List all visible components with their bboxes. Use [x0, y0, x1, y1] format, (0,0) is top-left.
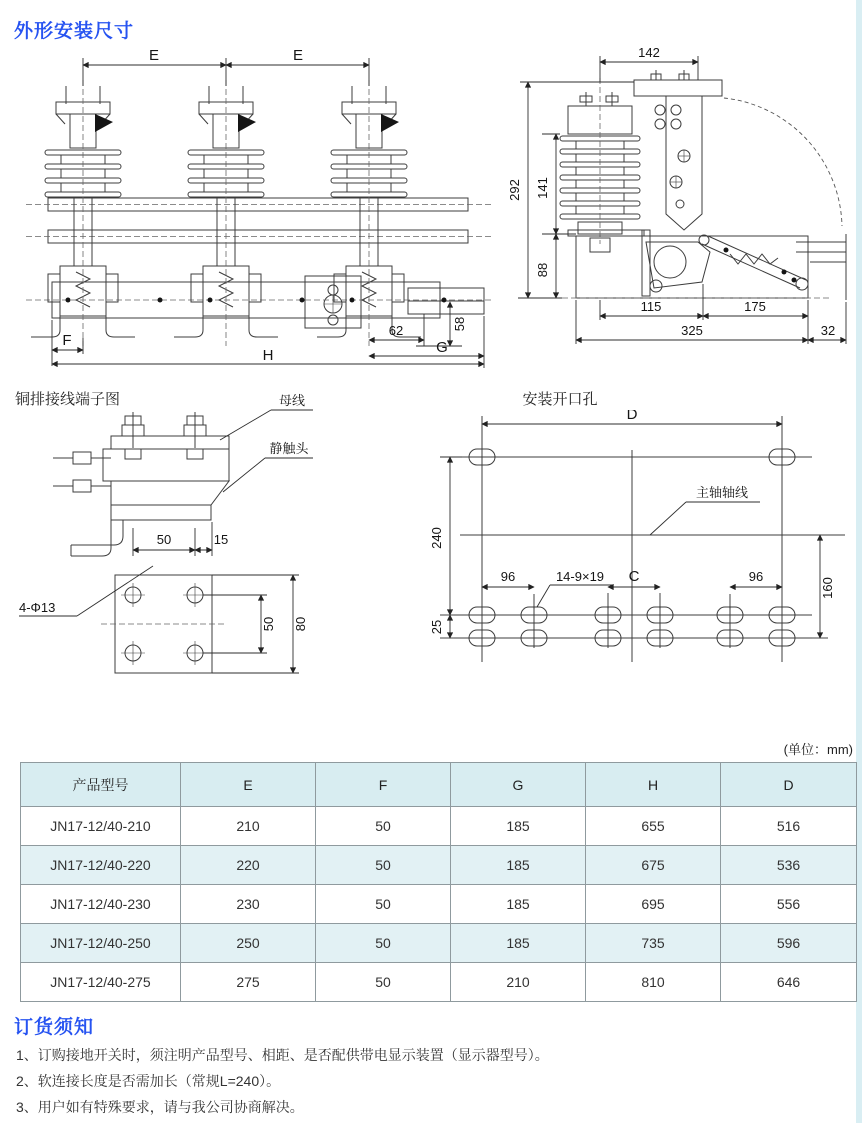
col-header-model: 产品型号: [21, 763, 181, 807]
dim-label-f: F: [62, 332, 72, 349]
static-contact-callout: [223, 441, 313, 492]
dim-h: [52, 347, 484, 364]
busbar-callout: [220, 393, 313, 440]
col-header-h: H: [586, 763, 721, 807]
model-cell: JN17-12/40-250: [21, 924, 181, 963]
dim-label-141: 141: [535, 177, 550, 199]
table-header-row: [21, 763, 857, 807]
dim-label-e-right: E: [292, 50, 304, 64]
dim-label-80: 80: [293, 616, 308, 632]
col-header-e: E: [181, 763, 316, 807]
dim-160: [812, 535, 835, 638]
dim-label-175: 175: [744, 299, 766, 314]
unit-label: (单位：mm): [783, 742, 853, 757]
dim-292: [507, 82, 634, 298]
dim-142: [600, 48, 698, 82]
pole-assembly: [174, 80, 278, 346]
axis-callout: [460, 485, 845, 535]
side-view-svg: [498, 48, 867, 372]
terminal-bracket: [53, 412, 229, 556]
dim-80: [212, 575, 308, 673]
mounting-grid: [452, 416, 812, 662]
dim-label-50-top: 50: [156, 532, 172, 547]
mounting-drawing: [420, 388, 865, 678]
notes-list: [16, 1042, 836, 1120]
table-row: JN17-12/40-230 230 50 185 695 556: [21, 885, 857, 924]
dim-c: [608, 568, 660, 609]
bus-rails: [26, 198, 492, 243]
terminal-plate: [101, 575, 227, 673]
side-view-drawing: [498, 48, 867, 377]
slot-label: 14-9×19: [555, 569, 605, 584]
dim-label-142: 142: [638, 48, 660, 60]
dim-label-25: 25: [429, 619, 444, 635]
model-cell: JN17-12/40-210: [21, 807, 181, 846]
mounting-title: 安装开口孔: [522, 391, 598, 408]
notes-title: 订货须知: [14, 1017, 95, 1038]
pole-assembly: [31, 80, 135, 346]
dim-f: [52, 320, 83, 366]
dim-62: [369, 314, 424, 346]
front-view-svg: [18, 50, 500, 372]
front-view-drawing: [18, 50, 500, 377]
dim-240-25: [429, 457, 462, 638]
note-item-1: 1、订购接地开关时，须注明产品型号、相距、是否配供带电显示装置（显示器型号）。: [16, 1047, 549, 1063]
terminal-title: 铜排接线端子图: [15, 391, 121, 408]
table-row: JN17-12/40-210 210 50 185 655 516: [21, 807, 857, 846]
side-mechanism: [634, 70, 842, 230]
model-cell: JN17-12/40-230: [21, 885, 181, 924]
dim-label-15: 15: [213, 532, 229, 547]
dim-label-96-right: 96: [748, 569, 764, 584]
dim-label-e-left: E: [148, 50, 160, 64]
dim-label-c: C: [628, 568, 640, 585]
dim-label-115: 115: [640, 299, 662, 314]
table-row: JN17-12/40-220 220 50 185 675 536: [21, 846, 857, 885]
dim-label-h: H: [262, 347, 274, 364]
static-contact-label: 静触头: [269, 441, 309, 456]
col-header-f: F: [316, 763, 451, 807]
dim-96-left: [482, 569, 534, 609]
col-header-d: D: [721, 763, 857, 807]
dim-325-32: [576, 300, 846, 344]
table-row: JN17-12/40-275 275 50 210 810 646: [21, 963, 857, 1002]
note-item-2: 2、软连接长度是否需加长（常规L=240）。: [16, 1073, 281, 1089]
dim-label-325: 325: [681, 323, 703, 338]
side-insulator: [560, 78, 640, 252]
dim-label-292: 292: [507, 179, 522, 201]
col-header-g: G: [451, 763, 586, 807]
terminal-drawing: [15, 388, 315, 736]
holes-label: 4-Φ13: [19, 600, 56, 615]
terminal-svg: [15, 388, 315, 736]
model-cell: JN17-12/40-220: [21, 846, 181, 885]
slot-callout: [537, 569, 612, 607]
note-item-3: 3、用户如有特殊要求，请与我公司协商解决。: [16, 1099, 304, 1115]
dim-label-160: 160: [820, 577, 835, 599]
dim-label-d: D: [626, 410, 638, 423]
side-base: [562, 230, 846, 300]
mounting-svg: [420, 410, 865, 678]
dim-label-88: 88: [535, 262, 550, 278]
model-cell: JN17-12/40-275: [21, 963, 181, 1002]
dimension-table: [20, 762, 857, 1002]
dim-label-240: 240: [429, 527, 444, 549]
dim-label-32: 32: [820, 323, 836, 338]
dim-label-g: G: [436, 339, 448, 356]
dim-d: [482, 410, 782, 424]
dim-e-spacing: [83, 50, 369, 86]
busbar-label: 母线: [278, 393, 306, 408]
dim-96-right: [730, 569, 782, 609]
dim-label-58: 58: [452, 316, 467, 332]
dim-115-175: [600, 284, 808, 344]
dim-label-96-left: 96: [500, 569, 516, 584]
dim-label-62: 62: [388, 323, 404, 338]
page-title: 外形安装尺寸: [14, 21, 135, 42]
axis-label: 主轴轴线: [695, 485, 749, 500]
dim-88: [535, 234, 556, 298]
dim-label-50-side: 50: [261, 616, 276, 632]
table-row: JN17-12/40-250 250 50 185 735 596: [21, 924, 857, 963]
dim-50-15: [133, 522, 228, 556]
pole-assembly: [317, 80, 421, 346]
